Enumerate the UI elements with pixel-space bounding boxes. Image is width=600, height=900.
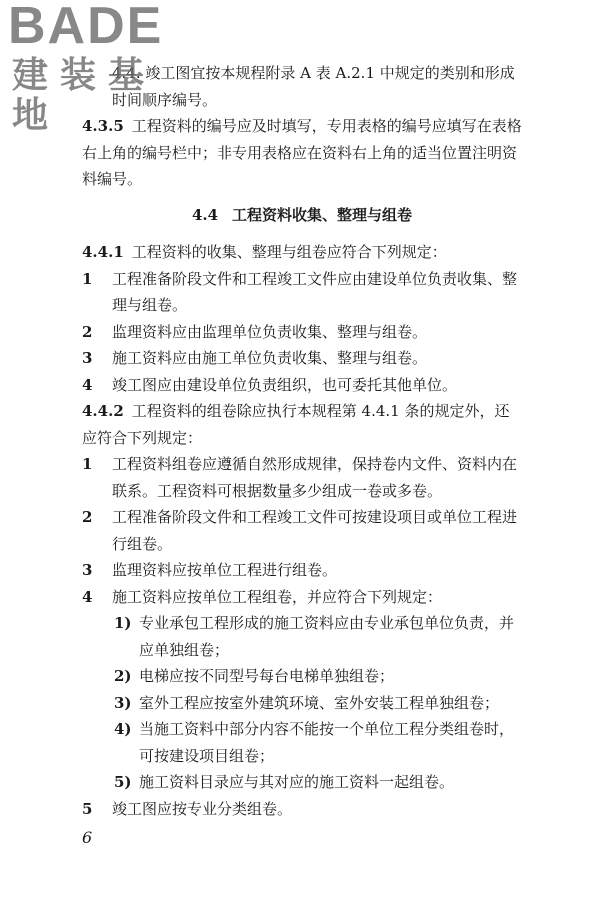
list-item [82,584,522,611]
list-item [82,372,522,399]
clause-number: 4.3.5 [82,117,124,135]
clause [82,398,522,451]
sub-item [82,769,522,796]
item-number: 4 [82,375,93,394]
item-number: 3 [82,349,93,367]
sub-item-text: 当施工资料中部分内容不能按一个单位工程分类组卷时，可按建设项目组卷； [139,720,515,765]
item-text: 工程资料组卷应遵循自然形成规律，保持卷内文件、资料内在联系。工程资料可根据数量多少组成一卷或多卷。 [112,455,518,500]
item-text: 工程准备阶段文件和工程竣工文件可按建设项目或单位工程进行组卷。 [112,508,518,553]
logo-subtitle: 建装基地 [12,55,157,136]
sub-item [82,690,522,717]
item-text: 监理资料应按单位工程进行组卷。 [112,561,338,579]
item-number: 1 [82,269,93,288]
sub-item-text: 室外工程应按室外建筑环境、室外安装工程单独组卷； [139,693,500,712]
clause [82,239,522,266]
page-number: 6 [82,828,93,847]
list-item [82,557,522,584]
item-text: 施工资料应由施工单位负责收集、整理与组卷。 [112,349,428,367]
list-item [82,504,522,557]
clause-text: 工程资料的编号应及时填写，专用表格的编号应填写在表格右上角的编号栏中；非专用表格应在资料右上角的适当位置注明资料编号。 [82,117,522,188]
sub-item-number: 2) [114,667,132,685]
sub-item-text: 专业承包工程形成的施工资料应由专业承包单位负责，并应单独组卷； [139,614,515,659]
item-number: 2 [82,322,93,341]
list-item [82,319,522,346]
list-item [82,266,522,319]
sub-item [82,610,522,663]
logo-wordmark: BADE [8,0,164,55]
list-item [82,345,522,372]
sub-item-text: 施工资料目录应与其对应的施工资料一起组卷。 [139,773,455,791]
section-heading [82,202,522,229]
sub-item [82,716,522,769]
sub-item [82,663,522,690]
item-text: 竣工图应由建设单位负责组织，也可委托其他单位。 [112,375,458,394]
clause-text: 工程资料的收集、整理与组卷应符合下列规定： [131,243,447,261]
clause-number: 4.4.1 [82,243,124,261]
item-text: 监理资料应由监理单位负责收集、整理与组卷。 [112,322,428,341]
clause-text: 工程资料的组卷除应执行本规程第 4.4.1 条的规定外，还应符合下列规定： [82,402,510,447]
sub-item-number: 3) [114,693,132,712]
item-text: 施工资料应按单位工程组卷，并应符合下列规定： [112,587,443,606]
item-text: 竣工图应按专业分类组卷。 [112,799,293,818]
section-title: 工程资料收集、整理与组卷 [232,205,413,224]
item-text: 工程准备阶段文件和工程竣工文件应由建设单位负责收集、整理与组卷。 [112,269,518,314]
paragraph: 4.4. 竣工图宜按本规程附录 A 表 A.2.1 中规定的类别和形成时间顺序编号。 [112,64,515,109]
clause-number: 4.4.2 [82,402,124,420]
sub-item-number: 5) [114,773,132,791]
item-number: 5 [82,799,93,818]
item-number: 1 [82,455,93,473]
sub-item-number: 4) [114,720,132,738]
item-number: 3 [82,561,93,579]
item-number: 2 [82,508,93,526]
list-item [82,796,522,823]
section-number: 4.4 [191,205,219,224]
item-number: 4 [82,587,93,606]
sub-item-text: 电梯应按不同型号每台电梯单独组卷； [139,667,395,685]
list-item [82,451,522,504]
sub-item-number: 1) [114,614,132,632]
document-body [82,60,522,822]
